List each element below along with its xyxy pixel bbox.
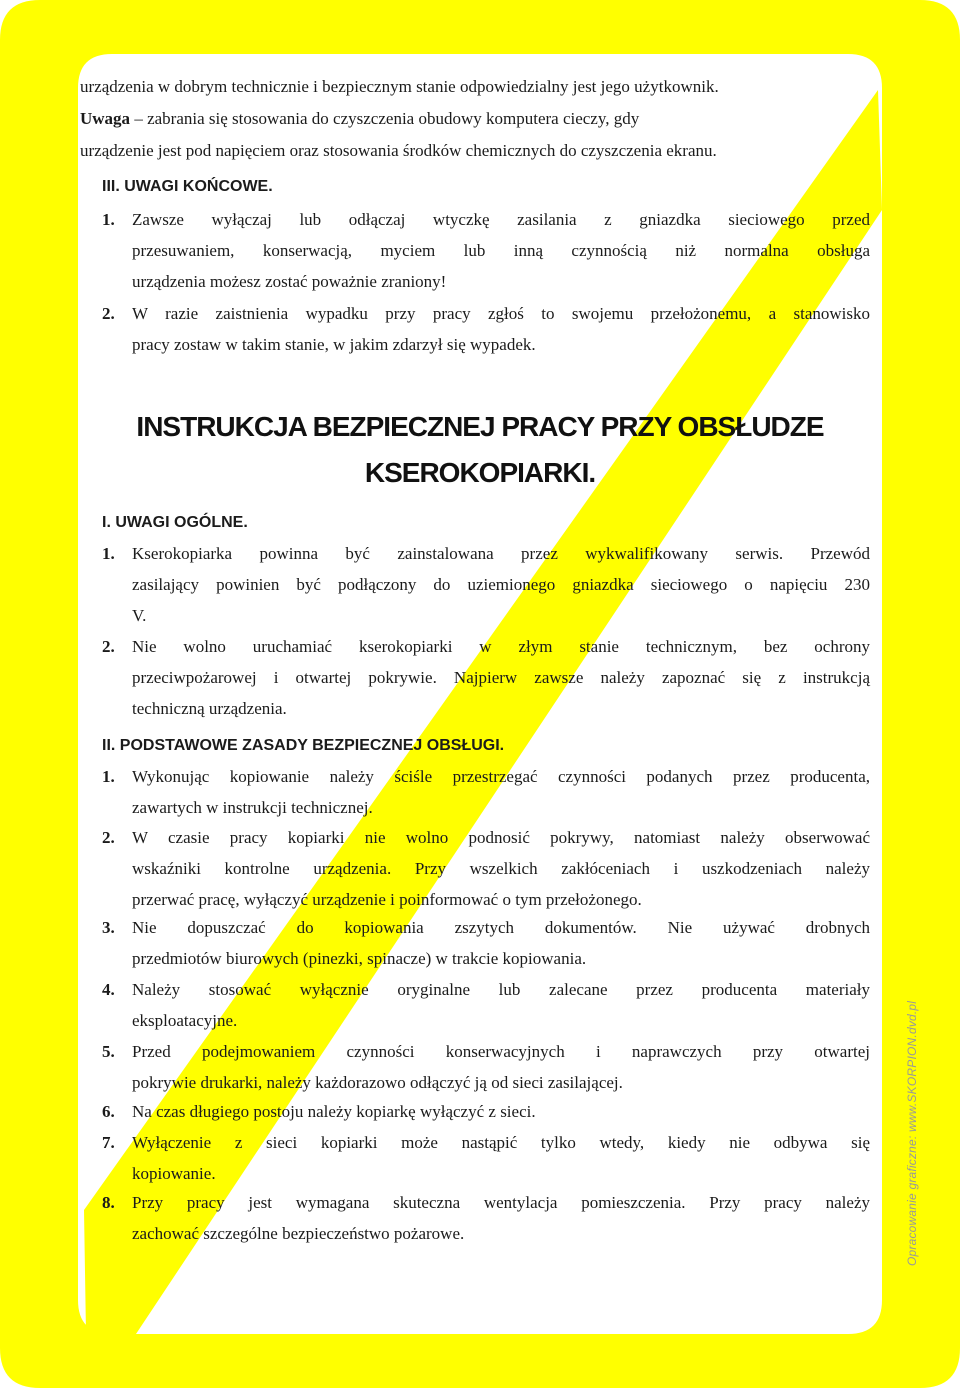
- intro-line-1: urządzenia w dobrym technicznie i bezpiecznym stanie odpowiedzialny jest jego użytkownik.: [80, 77, 719, 96]
- rules-item-4-line-1: Należy stosować wyłącznie oryginalne lub zalecane przez producenta materiały: [132, 980, 870, 999]
- final-item-2-line-2: pracy zostaw w takim stanie, w jakim zdarzył się wypadek.: [132, 335, 536, 354]
- rules-item-7-line-1: Wyłączenie z sieci kopiarki może nastąpić tylko wtedy, kiedy nie odbywa się: [132, 1133, 870, 1152]
- final-item-1-line-2: przesuwaniem, konserwacją, myciem lub inną czynnością niż normalna obsługa: [132, 241, 870, 260]
- general-item-1-line-3: V.: [132, 606, 147, 625]
- rules-item-4-line-2: eksploatacyjne.: [132, 1011, 238, 1030]
- rules-item-4-number: 4.: [102, 980, 115, 999]
- final-item-1-line-1: Zawsze wyłączaj lub odłączaj wtyczkę zasilania z gniazdka sieciowego przed: [132, 210, 870, 229]
- rules-item-3-line-2: przedmiotów biurowych (pinezki, spinacze) w trakcie kopiowania.: [132, 949, 587, 968]
- rules-item-6-line-1: Na czas długiego postoju należy kopiarkę wyłączyć z sieci.: [132, 1102, 536, 1121]
- general-item-1-line-2: zasilający powinien być podłączony do uziemionego gniazdka sieciowego o napięciu 230: [132, 575, 870, 594]
- document-title-line-1: INSTRUKCJA BEZPIECZNEJ PRACY PRZY OBSŁUDZE: [136, 411, 824, 442]
- section-heading-rules: II. PODSTAWOWE ZASADY BEZPIECZNEJ OBSŁUGI.: [102, 737, 505, 754]
- final-item-1-line-3: urządzenia możesz zostać poważnie zraniony!: [132, 272, 447, 291]
- rules-item-5-line-1: Przed podejmowaniem czynności konserwacyjnych i naprawczych przy otwartej: [132, 1042, 870, 1061]
- document-title-line-2: KSEROKOPIARKI.: [364, 457, 596, 488]
- final-item-1-number: 1.: [102, 210, 115, 229]
- rules-item-8-line-1: Przy pracy jest wymagana skuteczna wentylacja pomieszczenia. Przy pracy należy: [132, 1193, 870, 1212]
- final-item-2-number: 2.: [102, 304, 115, 323]
- general-item-2-number: 2.: [102, 637, 115, 656]
- rules-item-1-line-2: zawartych w instrukcji technicznej.: [132, 798, 373, 817]
- rules-item-2-line-2: wskaźniki kontrolne urządzenia. Przy wszelkich zakłóceniach i uszkodzeniach należy: [132, 859, 870, 878]
- warning-label: Uwaga: [80, 109, 131, 128]
- rules-item-5-number: 5.: [102, 1042, 115, 1061]
- warning-text: – zabrania się stosowania do czyszczenia obudowy komputera cieczy, gdy: [130, 109, 640, 128]
- rules-item-2-line-1: W czasie pracy kopiarki nie wolno podnosić pokrywy, natomiast należy obserwować: [132, 828, 870, 847]
- general-item-2-line-3: techniczną urządzenia.: [132, 699, 287, 718]
- general-item-2-line-2: przeciwpożarowej i otwartej pokrywie. Najpierw zawsze należy zapoznać się z instrukcją: [132, 668, 870, 687]
- rules-item-1-line-1: Wykonując kopiowanie należy ściśle przestrzegać czynności podanych przez producenta,: [132, 767, 870, 786]
- final-item-2-line-1: W razie zaistnienia wypadku przy pracy zgłoś to swojemu przełożonemu, a stanowisko: [132, 304, 870, 323]
- intro-line-2: [80, 108, 639, 130]
- rules-item-2-line-3: przerwać pracę, wyłączyć urządzenie i poinformować o tym przełożonego.: [132, 890, 642, 909]
- rules-item-6-number: 6.: [102, 1102, 115, 1121]
- rules-item-3-line-1: Nie dopuszczać do kopiowania zszytych dokumentów. Nie używać drobnych: [132, 918, 870, 937]
- rules-item-8-line-2: zachować szczególne bezpieczeństwo pożarowe.: [132, 1224, 465, 1243]
- rules-item-7-line-2: kopiowanie.: [132, 1164, 216, 1183]
- rules-item-5-line-2: pokrywie drukarki, należy każdorazowo odłączyć ją od sieci zasilającej.: [132, 1073, 623, 1092]
- rules-item-1-number: 1.: [102, 767, 115, 786]
- general-item-2-line-1: Nie wolno uruchamiać kserokopiarki w złym stanie technicznym, bez ochrony: [132, 637, 870, 656]
- section-heading-general: I. UWAGI OGÓLNE.: [102, 514, 248, 531]
- rules-item-3-number: 3.: [102, 918, 115, 937]
- intro-line-3: urządzenie jest pod napięciem oraz stosowania środków chemicznych do czyszczenia ekranu.: [80, 141, 717, 160]
- section-heading-final: III. UWAGI KOŃCOWE.: [102, 178, 273, 195]
- general-item-1-line-1: Kserokopiarka powinna być zainstalowana przez wykwalifikowany serwis. Przewód: [132, 544, 870, 563]
- rules-item-8-number: 8.: [102, 1193, 115, 1212]
- general-item-1-number: 1.: [102, 544, 115, 563]
- design-credit: Opracowanie graficzne: www.SKORPION.dvd.pl: [905, 1000, 919, 1266]
- rules-item-7-number: 7.: [102, 1133, 115, 1152]
- rules-item-2-number: 2.: [102, 828, 115, 847]
